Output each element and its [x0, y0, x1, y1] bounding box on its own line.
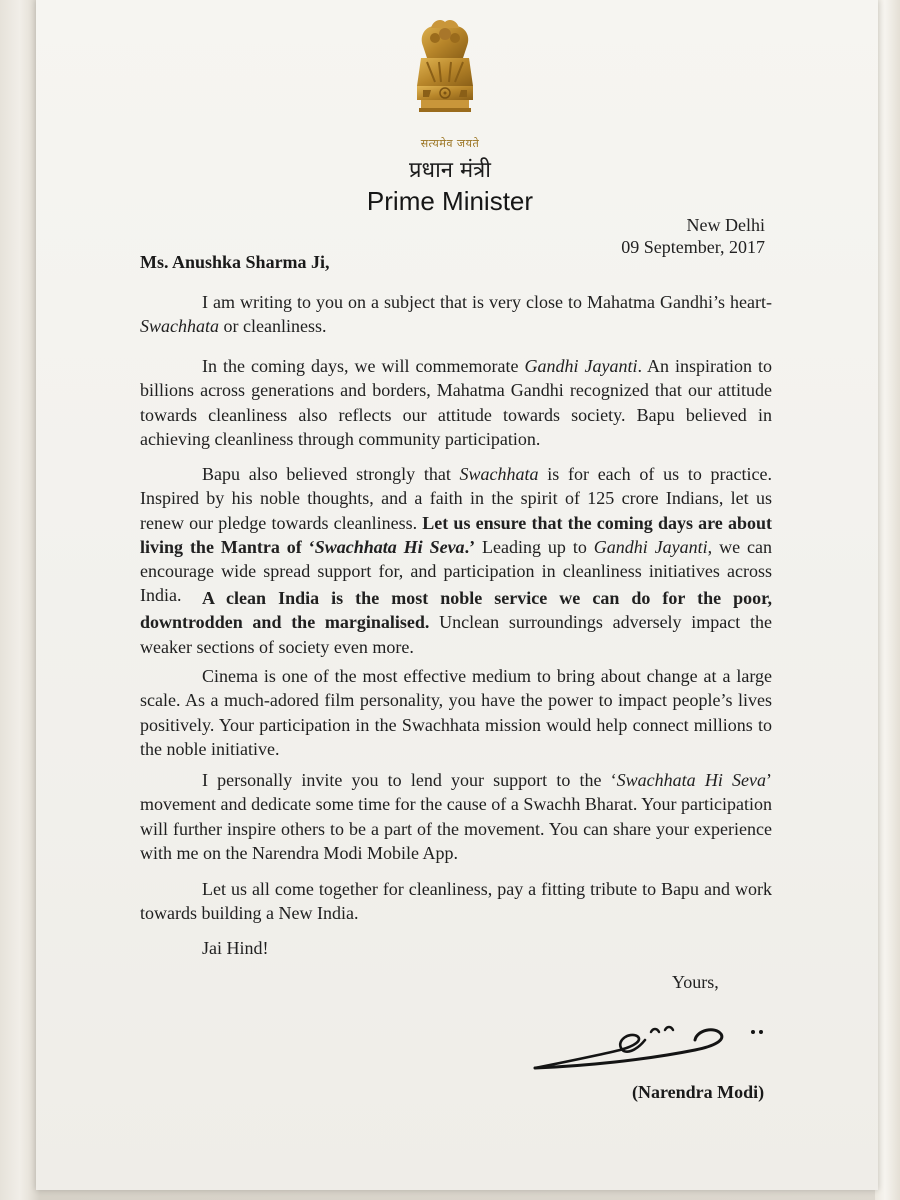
state-emblem-icon	[405, 18, 485, 136]
paper-stack-edge	[875, 0, 900, 1200]
paragraph-6: I personally invite you to lend your support to the ‘Swachhata Hi Seva’ movement and dedicate some time for the cause of a Swachh Bharat. Your participation will further inspire others to be a part of the movement. You can share your experience with me on the Narendra Modi Mobile App.	[140, 770, 772, 863]
english-title: Prime Minister	[366, 186, 534, 216]
paragraph-2: In the coming days, we will commemorate Gandhi Jayanti. An inspiration to billions across generations and borders, Mahatma Gandhi recognized that our attitude towards cleanliness also reflects our attitude towards society. Bapu believed in achieving cleanliness through community participation.	[140, 356, 773, 449]
date: 09 September, 2017	[621, 237, 765, 257]
paragraph-1: I am writing to you on a subject that is very close to Mahatma Gandhi’s heart-Swachhata or cleanliness.	[140, 292, 772, 337]
paragraph-5: Cinema is one of the most effective medium to bring about change at a large scale. As a much-adored film personality, you have the power to impact people’s lives positively. Your participation in the Swachhata mission would help connect millions to the noble initiative.	[140, 666, 772, 759]
salutation: Ms. Anushka Sharma Ji,	[140, 252, 330, 272]
hindi-title: प्रधान मंत्री	[409, 158, 491, 183]
paragraph-8: Jai Hind!	[202, 938, 269, 958]
signer-name: (Narendra Modi)	[632, 1082, 765, 1102]
paragraph-7: Let us all come together for cleanliness, pay a fitting tribute to Bapu and work towards building a New India.	[140, 879, 772, 924]
handwritten-signature-icon	[525, 1010, 785, 1080]
closing-yours: Yours,	[672, 972, 719, 992]
place-and-date	[621, 214, 765, 258]
motto-text: सत्यमेव जयते	[420, 137, 480, 150]
place: New Delhi	[686, 215, 765, 235]
paragraph-4: A clean India is the most noble service we can do for the poor, downtrodden and the marginalised. Unclean surroundings adversely impact the weaker sections of society even more.	[140, 588, 772, 657]
paragraph-3: Bapu also believed strongly that Swachhata is for each of us to practice. Inspired by his noble thoughts, and a faith in the spirit of 125 crore Indians, let us renew our pledge towards cleanliness. Let us ensure that the coming days are about living the Mantra of ‘Swachhata Hi Seva.’ Leading up to Gandhi Jayanti, we can encourage wide spread support for, and participation in cleanliness initiatives across India.	[140, 464, 772, 606]
